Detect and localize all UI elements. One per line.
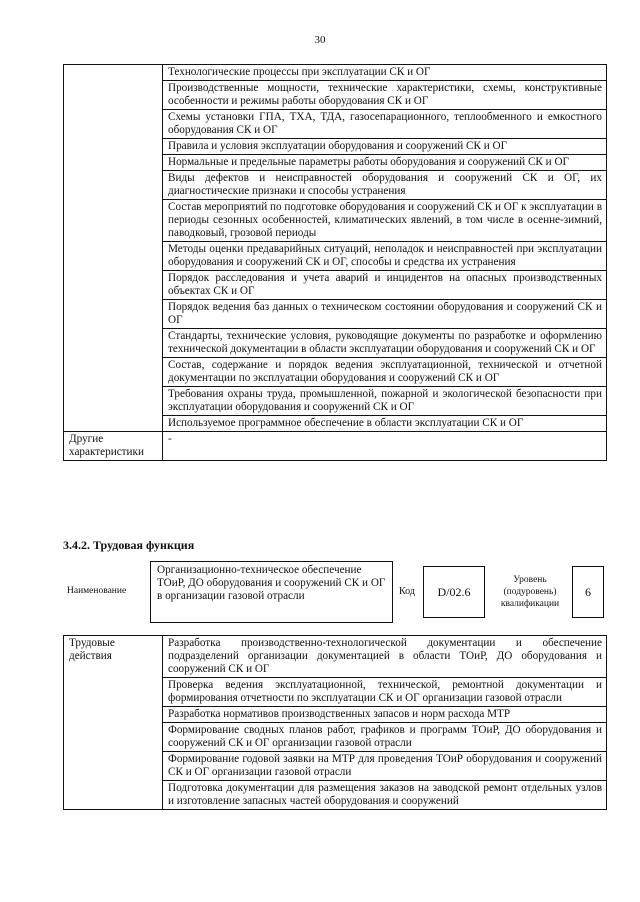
level-value-box: 6	[572, 566, 604, 618]
knowledge-item: Схемы установки ГПА, ТХА, ТДА, газосепарационного, теплообменного и емкостного оборудования СК и ОГ	[163, 110, 607, 139]
knowledge-item: Технологические процессы при эксплуатации СК и ОГ	[163, 65, 607, 81]
knowledge-item: Требования охраны труда, промышленной, пожарной и экологической безопасности при эксплуатации оборудования и сооружений СК и ОГ	[163, 387, 607, 416]
knowledge-item: Виды дефектов и неисправностей оборудования и сооружений СК и ОГ, их диагностические признаки и способы устранения	[163, 171, 607, 200]
other-characteristics-value: -	[163, 432, 607, 461]
knowledge-item: Нормальные и предельные параметры работы оборудования и сооружений СК и ОГ	[163, 155, 607, 171]
labor-action-item: Проверка ведения эксплуатационной, технической, ремонтной документации и формирования отчетности по эксплуатации СК и ОГ организации газовой отрасли	[163, 678, 607, 707]
knowledge-item: Методы оценки предаварийных ситуаций, неполадок и неисправностей при эксплуатации оборудования и сооружений СК и ОГ, способы и средства их устранения	[163, 242, 607, 271]
other-characteristics-row	[64, 432, 607, 461]
page-number: 30	[314, 34, 326, 46]
knowledge-table	[63, 64, 607, 461]
name-label: Наименование	[67, 586, 127, 596]
labor-action-item: Подготовка документации для размещения заказов на заводской ремонт отдельных узлов и изготовление запасных частей оборудования и сооружений	[163, 781, 607, 810]
labor-action-item: Формирование сводных планов работ, графиков и программ ТОиР, ДО оборудования и сооружений СК и ОГ организации газовой отрасли	[163, 723, 607, 752]
knowledge-item: Стандарты, технические условия, руководящие документы по разработке и оформлению технической документации в области эксплуатации оборудования и сооружений СК и ОГ	[163, 329, 607, 358]
labor-action-item: Формирование годовой заявки на МТР для проведения ТОиР оборудования и сооружений СК и ОГ организации газовой отрасли	[163, 752, 607, 781]
labor-action-row	[64, 636, 607, 678]
knowledge-item: Состав мероприятий по подготовке оборудования и сооружений СК и ОГ к эксплуатации в периоды сезонных особенностей, климатических явлений, в том числе в осенне-зимний, паводковый, грозовой периоды	[163, 200, 607, 242]
knowledge-item: Порядок расследования и учета аварий и инцидентов на опасных производственных объектах СК и ОГ	[163, 271, 607, 300]
knowledge-item: Порядок ведения баз данных о техническом состоянии оборудования и сооружений СК и ОГ	[163, 300, 607, 329]
knowledge-label-cell	[64, 65, 163, 432]
labor-action-item: Разработка производственно-технологической документации и обеспечение подразделений организации документацией в области ТОиР, ДО оборудования и сооружений СК и ОГ	[163, 636, 607, 678]
labor-actions-label: Трудовые действия	[64, 636, 163, 810]
knowledge-item: Используемое программное обеспечение в области эксплуатации СК и ОГ	[163, 416, 607, 432]
section-title: 3.4.2. Трудовая функция	[63, 538, 195, 552]
knowledge-item: Правила и условия эксплуатации оборудования и сооружений СК и ОГ	[163, 139, 607, 155]
function-name-box: Организационно-техническое обеспечение ТОиР, ДО оборудования и сооружений СК и ОГ в организации газовой отрасли	[150, 561, 393, 623]
other-characteristics-label: Другие характеристики	[64, 432, 163, 461]
code-label: Код	[399, 586, 415, 597]
function-code-box: D/02.6	[423, 566, 485, 618]
level-label: Уровень (подуровень) квалификации	[500, 575, 560, 609]
labor-action-item: Разработка нормативов производственных запасов и норм расхода МТР	[163, 707, 607, 723]
knowledge-item: Состав, содержание и порядок ведения эксплуатационной, технической и отчетной документации по эксплуатации оборудования и сооружений СК и ОГ	[163, 358, 607, 387]
knowledge-row	[64, 65, 607, 81]
labor-actions-table	[63, 635, 607, 810]
knowledge-item: Производственные мощности, технические характеристики, схемы, конструктивные особенности и режимы работы оборудования СК и ОГ	[163, 81, 607, 110]
